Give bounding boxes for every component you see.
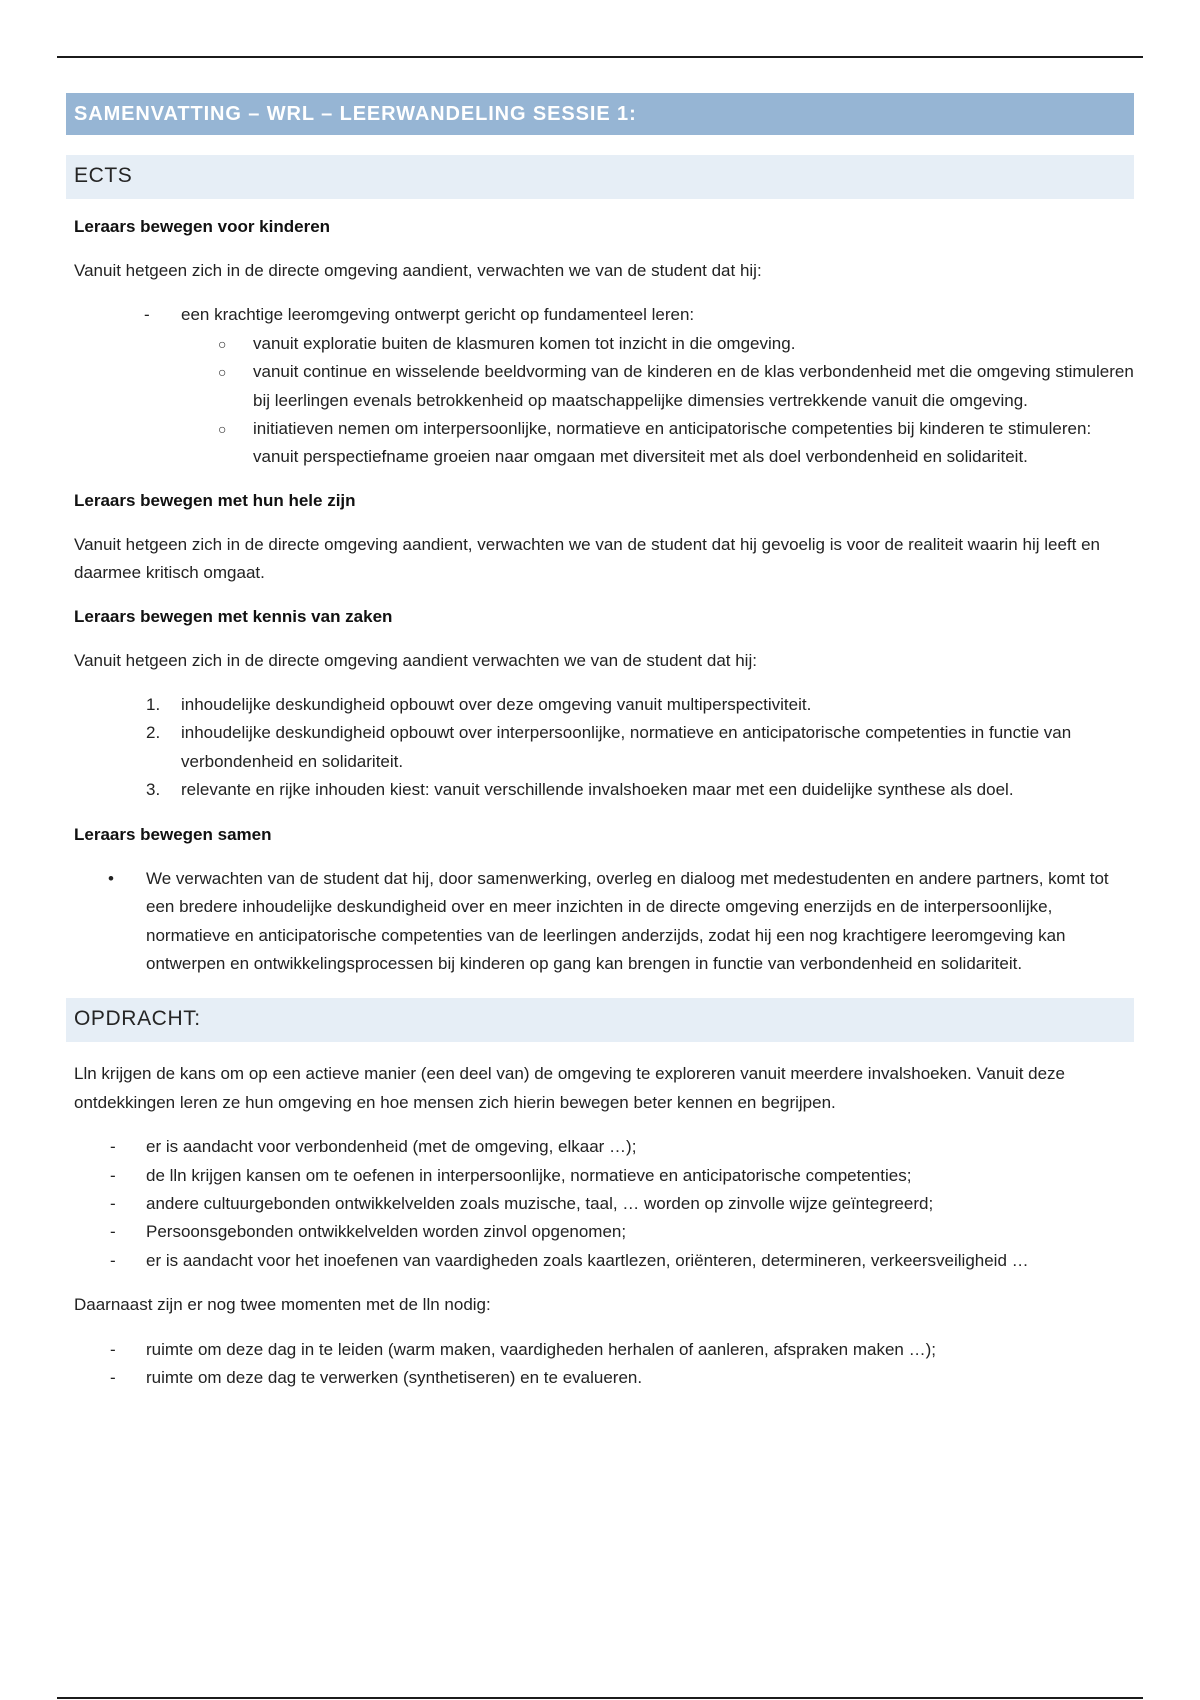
bullet-list [66,865,1134,979]
list-item-text: inhoudelijke deskundigheid opbouwt over deze omgeving vanuit multiperspectiviteit. [181,695,812,715]
circle-marker: ○ [218,421,227,438]
circle-list [66,330,1134,472]
circle-marker: ○ [218,364,227,381]
list-item [66,865,1134,979]
list-item-text: initiatieven nemen om interpersoonlijke, normatieve en anticipatorische competenties bij kinderen te stimuleren: vanuit perspectiefname groeien naar omgaan met diversiteit met als doel verbondenheid en solidariteit. [253,419,1092,467]
list-item-text: andere cultuurgebonden ontwikkelvelden zoals muzische, taal, … worden op zinvolle wijze geïntegreerd; [146,1193,934,1213]
paragraph-intro-1: Vanuit hetgeen zich in de directe omgeving aandient, verwachten we van de student dat hij: [74,261,762,280]
dash-marker: - [110,1367,116,1387]
list-item-text: een krachtige leeromgeving ontwerpt gericht op fundamenteel leren: [181,305,695,325]
dash-marker: - [110,1222,116,1242]
list-item [66,1336,1134,1364]
list-item-text: de lln krijgen kansen om te oefenen in interpersoonlijke, normatieve en anticipatorische competenties; [146,1165,912,1185]
subheading-kennis-van-zaken: Leraars bewegen met kennis van zaken [74,606,393,626]
list-item [66,1218,1134,1246]
dash-marker: - [144,305,150,325]
dash-marker: - [110,1339,116,1359]
moments-list [66,1336,1134,1393]
list-item [66,1133,1134,1161]
list-item [66,719,1134,776]
section-heading-opdracht: OPDRACHT: [66,998,1134,1042]
list-item-text: inhoudelijke deskundigheid opbouwt over interpersoonlijke, normatieve en anticipatorische competenties in functie van verbondenheid en solidariteit. [181,723,1072,771]
dash-list-1 [66,301,1134,329]
number-marker: 3. [146,780,161,800]
paragraph-moments-intro: Daarnaast zijn er nog twee momenten met de lln nodig: [74,1295,491,1315]
section-heading-ects: ECTS [66,155,1134,199]
list-item-text: ruimte om deze dag in te leiden (warm maken, vaardigheden herhalen of aanleren, afspraken maken …); [146,1339,936,1359]
list-item [66,358,1134,415]
list-item [66,415,1134,472]
list-item [66,301,1134,329]
list-item-text: er is aandacht voor het inoefenen van vaardigheden zoals kaartlezen, oriënteren, determineren, verkeersveiligheid … [146,1250,1029,1270]
list-item [66,776,1134,804]
list-item-text: We verwachten van de student dat hij, door samenwerking, overleg en dialoog met medestudenten en andere partners, komt tot een bredere inhoudelijke deskundigheid over en meer inzichten in de directe omgeving enerzijds en de interpersoonlijke, normatieve en anticipatorische competenties van de leerlingen anderzijds, zodat hij een nog krachtigere leeromgeving kan ontwerpen en ontwikkelingsprocessen bij kinderen op gang kan brengen in functie van verbondenheid en solidariteit. [146,868,1109,973]
list-item [66,691,1134,719]
paragraph-opdracht-intro: Lln krijgen de kans om op een actieve manier (een deel van) de omgeving te exploreren vanuit meerdere invalshoeken. Vanuit deze ontdekkingen leren ze hun omgeving en hoe mensen zich hierin bewegen beter kennen en begrijpen. [74,1064,1066,1112]
list-item [66,330,1134,358]
list-item [66,1190,1134,1218]
paragraph-intro-3: Vanuit hetgeen zich in de directe omgeving aandient verwachten we van de student dat hij: [74,650,757,670]
list-item-text: relevante en rijke inhouden kiest: vanuit verschillende invalshoeken maar met een duidelijke synthese als doel. [181,780,1014,800]
list-item-text: Persoonsgebonden ontwikkelvelden worden zinvol opgenomen; [146,1222,627,1242]
opdracht-list [66,1133,1134,1275]
list-item [66,1364,1134,1392]
document-content [66,93,1134,1392]
subheading-voor-kinderen: Leraars bewegen voor kinderen [74,217,331,236]
subheading-samen: Leraars bewegen samen [74,824,272,844]
header-rule [57,56,1143,58]
numbered-list [66,691,1134,805]
number-marker: 2. [146,723,161,743]
number-marker: 1. [146,695,161,715]
bullet-marker: • [108,868,114,888]
dash-marker: - [110,1165,116,1185]
dash-marker: - [110,1250,116,1270]
list-item-text: vanuit continue en wisselende beeldvorming van de kinderen en de klas verbondenheid met die omgeving stimuleren bij leerlingen evenals betrokkenheid op maatschappelijke dimensies vertrekkende vanuit die omgeving. [253,362,1134,410]
document-title: SAMENVATTING – WRL – LEERWANDELING SESSIE 1: [66,93,1134,135]
subheading-hele-zijn: Leraars bewegen met hun hele zijn [74,490,356,510]
paragraph-hele-zijn: Vanuit hetgeen zich in de directe omgeving aandient, verwachten we van de student dat hij gevoelig is voor de realiteit waarin hij leeft en daarmee kritisch omgaat. [74,534,1100,583]
list-item [66,1162,1134,1190]
list-item-text: vanuit exploratie buiten de klasmuren komen tot inzicht in die omgeving. [253,333,796,353]
dash-marker: - [110,1193,116,1213]
footer-rule [57,1697,1143,1699]
dash-marker: - [110,1137,116,1157]
circle-marker: ○ [218,335,227,352]
list-item-text: ruimte om deze dag te verwerken (synthetiseren) en te evalueren. [146,1367,643,1387]
list-item-text: er is aandacht voor verbondenheid (met de omgeving, elkaar …); [146,1137,637,1157]
list-item [66,1247,1134,1275]
